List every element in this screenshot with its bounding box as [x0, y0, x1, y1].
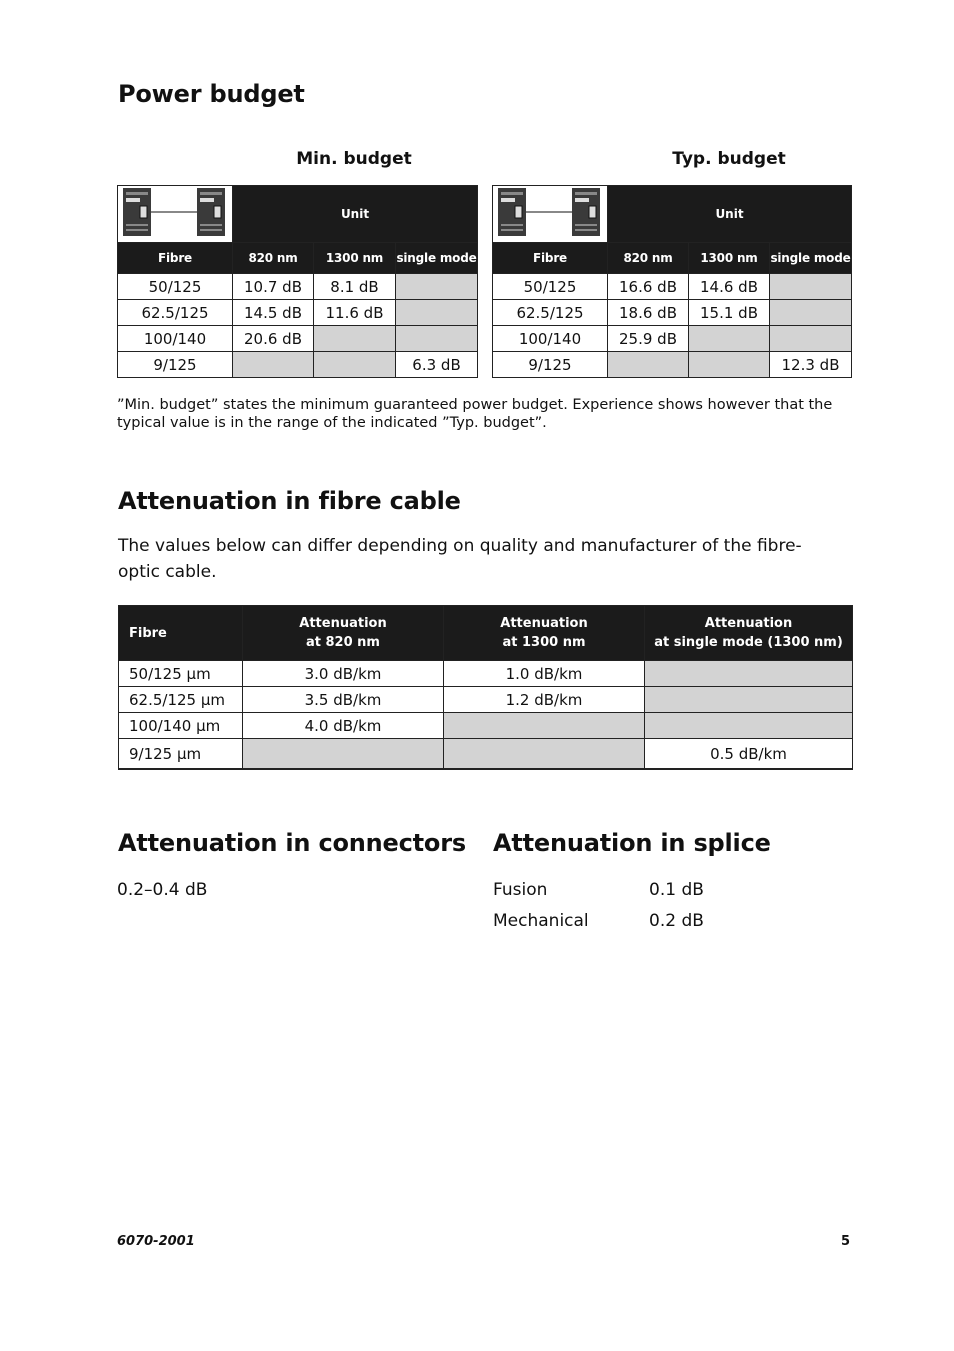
unit-header: Unit: [608, 186, 852, 243]
splice-value-fusion: 0.1 dB: [649, 880, 704, 900]
col-header-fibre: Fibre: [118, 243, 233, 274]
table-cell: 25.9 dB: [608, 326, 689, 352]
table-cell: 14.5 dB: [233, 300, 314, 326]
table-cell: 50/125 µm: [119, 661, 243, 687]
empty-cell: [444, 739, 645, 770]
empty-cell: [396, 300, 478, 326]
col-header-single-mode: single mode: [396, 243, 478, 274]
section-title-fibre-attenuation: Attenuation in fibre cable: [118, 487, 461, 515]
table-row: [119, 687, 853, 713]
table-cell: 11.6 dB: [314, 300, 396, 326]
table-cell: 62.5/125: [118, 300, 233, 326]
empty-cell: [689, 352, 770, 378]
col-header-820: 820 nm: [233, 243, 314, 274]
table-row: [493, 326, 852, 352]
empty-cell: [233, 352, 314, 378]
empty-cell: [645, 713, 853, 739]
splice-label-fusion: Fusion: [493, 880, 548, 900]
empty-cell: [396, 274, 478, 300]
col-header-single-mode: single mode: [770, 243, 852, 274]
unit-header: Unit: [233, 186, 478, 243]
connector-attenuation-value: 0.2–0.4 dB: [117, 880, 208, 900]
col-header-fibre: Fibre: [493, 243, 608, 274]
col-header-1300: 1300 nm: [689, 243, 770, 274]
table-cell: 10.7 dB: [233, 274, 314, 300]
table-cell: 6.3 dB: [396, 352, 478, 378]
table-row: [118, 274, 478, 300]
fibre-attenuation-table: [118, 605, 853, 770]
empty-cell: [314, 326, 396, 352]
col-header-att-820: Attenuation at 820 nm: [243, 606, 444, 661]
table-cell: 1.0 dB/km: [444, 661, 645, 687]
section-title-splice: Attenuation in splice: [493, 829, 771, 857]
device-link-icon: [121, 186, 229, 238]
page-number: 5: [840, 1234, 850, 1249]
table-cell: 1.2 dB/km: [444, 687, 645, 713]
table-cell: 18.6 dB: [608, 300, 689, 326]
empty-cell: [645, 661, 853, 687]
table-cell: 0.5 dB/km: [645, 739, 853, 770]
device-link-cell: [493, 186, 608, 243]
table-cell: 62.5/125: [493, 300, 608, 326]
table-row: [118, 352, 478, 378]
empty-cell: [243, 739, 444, 770]
table-row: [493, 274, 852, 300]
doc-number: 6070-2001: [117, 1234, 195, 1249]
splice-label-mechanical: Mechanical: [493, 911, 589, 931]
table-cell: 14.6 dB: [689, 274, 770, 300]
empty-cell: [689, 326, 770, 352]
splice-value-mechanical: 0.2 dB: [649, 911, 704, 931]
empty-cell: [645, 687, 853, 713]
table-cell: 16.6 dB: [608, 274, 689, 300]
min-budget-table: [117, 185, 478, 378]
empty-cell: [770, 326, 852, 352]
empty-cell: [770, 274, 852, 300]
table-cell: 12.3 dB: [770, 352, 852, 378]
budget-note: ”Min. budget” states the minimum guaranteed power budget. Experience shows however that the typical value is in the range of the indicated ”Typ. budget”.: [117, 397, 833, 431]
empty-cell: [608, 352, 689, 378]
table-cell: 3.0 dB/km: [243, 661, 444, 687]
section-title-power-budget: Power budget: [118, 80, 305, 108]
table-cell: 20.6 dB: [233, 326, 314, 352]
table-row: [493, 300, 852, 326]
table-cell: 50/125: [118, 274, 233, 300]
table-cell: 100/140 µm: [119, 713, 243, 739]
col-header-att-1300: Attenuation at 1300 nm: [444, 606, 645, 661]
table-row: [118, 326, 478, 352]
empty-cell: [396, 326, 478, 352]
col-header-820: 820 nm: [608, 243, 689, 274]
col-header-fibre: Fibre: [119, 606, 243, 661]
table-cell: 100/140: [118, 326, 233, 352]
typ-budget-caption: Typ. budget: [672, 149, 786, 169]
min-budget-caption: Min. budget: [296, 149, 412, 169]
table-cell: 50/125: [493, 274, 608, 300]
table-cell: 9/125: [493, 352, 608, 378]
table-cell: 100/140: [493, 326, 608, 352]
section-title-connectors: Attenuation in connectors: [118, 829, 466, 857]
typ-budget-table: [492, 185, 852, 378]
fibre-intro: The values below can differ depending on quality and manufacturer of the fibre-optic cable.: [118, 536, 802, 582]
table-cell: 9/125 µm: [119, 739, 243, 770]
table-row: [119, 713, 853, 739]
col-header-1300: 1300 nm: [314, 243, 396, 274]
empty-cell: [770, 300, 852, 326]
empty-cell: [314, 352, 396, 378]
col-header-att-single-mode: Attenuation at single mode (1300 nm): [645, 606, 853, 661]
device-link-cell: [118, 186, 233, 243]
table-row: [118, 300, 478, 326]
table-row: [119, 661, 853, 687]
table-row: [119, 739, 853, 770]
table-cell: 8.1 dB: [314, 274, 396, 300]
table-cell: 15.1 dB: [689, 300, 770, 326]
empty-cell: [444, 713, 645, 739]
table-cell: 62.5/125 µm: [119, 687, 243, 713]
table-cell: 3.5 dB/km: [243, 687, 444, 713]
table-cell: 4.0 dB/km: [243, 713, 444, 739]
table-cell: 9/125: [118, 352, 233, 378]
device-link-icon: [496, 186, 604, 238]
table-row: [493, 352, 852, 378]
